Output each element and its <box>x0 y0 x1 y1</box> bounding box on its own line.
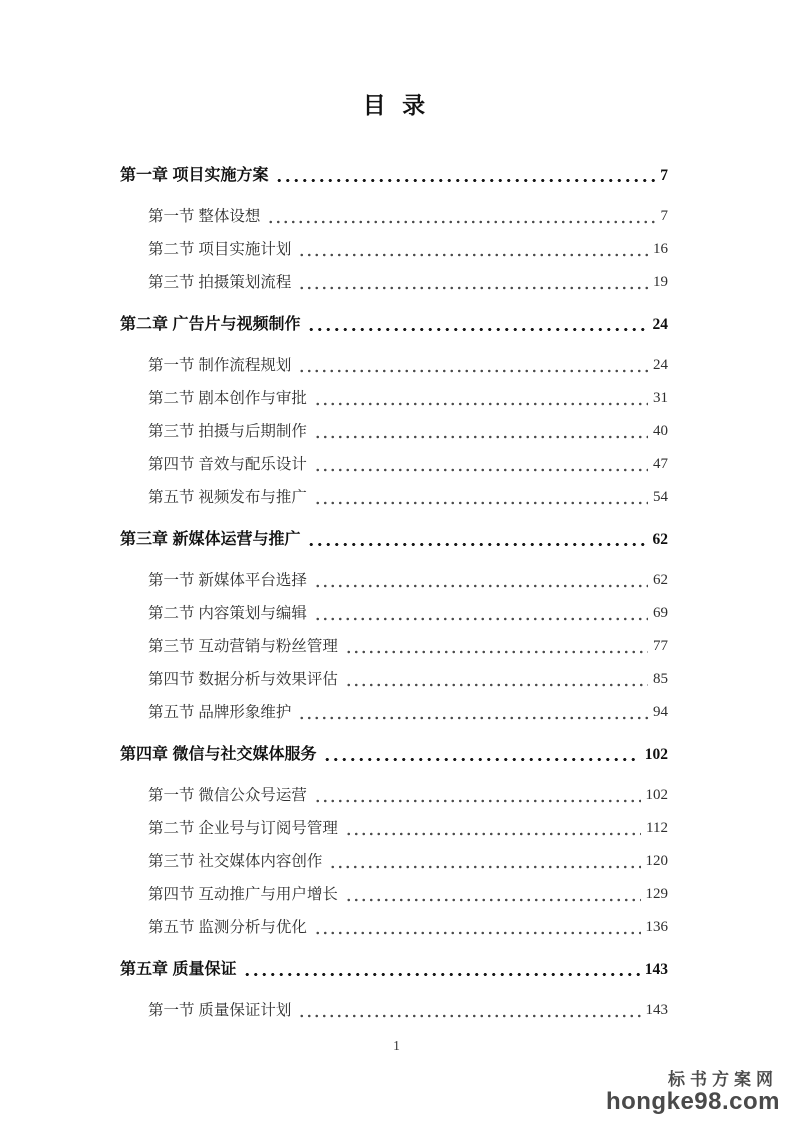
dot-leader <box>298 707 648 723</box>
dot-leader <box>298 360 648 376</box>
dot-leader <box>307 319 647 335</box>
toc-entry <box>148 603 668 624</box>
toc-entry <box>148 421 668 442</box>
toc-entry <box>148 388 668 409</box>
toc-entry <box>148 487 668 508</box>
toc-entry-page: 143 <box>644 961 668 978</box>
toc-entry <box>148 851 668 872</box>
toc-entry-page: 47 <box>653 456 668 472</box>
toc-entry-label: 第二章 广告片与视频制作 <box>120 316 301 333</box>
toc-entry-label: 第五节 监测分析与优化 <box>148 919 307 936</box>
toc-entry-label: 第一节 制作流程规划 <box>148 357 292 374</box>
dot-leader <box>314 608 648 624</box>
toc-entry <box>148 884 668 905</box>
toc-entry <box>120 314 668 335</box>
dot-leader <box>314 922 641 938</box>
toc-entry-page: 40 <box>653 423 668 439</box>
watermark-site-name: 标书方案网 <box>668 1069 778 1089</box>
toc-entry-label: 第五节 品牌形象维护 <box>148 704 292 721</box>
dot-leader <box>298 1005 640 1021</box>
toc-entry <box>148 570 668 591</box>
toc-entry <box>148 355 668 376</box>
toc-entry-page: 102 <box>645 787 668 803</box>
toc-entry-label: 第一节 新媒体平台选择 <box>148 572 307 589</box>
toc-entry-label: 第一节 微信公众号运营 <box>148 787 307 804</box>
toc-entry-page: 31 <box>653 390 668 406</box>
dot-leader <box>314 575 648 591</box>
dot-leader <box>314 492 648 508</box>
toc-entry-page: 24 <box>653 357 668 373</box>
toc-entry-label: 第二节 内容策划与编辑 <box>148 605 307 622</box>
toc-entry-label: 第三节 社交媒体内容创作 <box>148 853 323 870</box>
toc-entry <box>148 917 668 938</box>
toc-entry-page: 102 <box>644 746 668 763</box>
dot-leader <box>314 393 648 409</box>
dot-leader <box>314 790 641 806</box>
toc-entry <box>148 669 668 690</box>
toc-entry-label: 第四节 数据分析与效果评估 <box>148 671 338 688</box>
toc-entry-page: 77 <box>653 638 668 654</box>
watermark <box>606 1071 780 1114</box>
toc-entry-page: 129 <box>645 886 668 902</box>
dot-leader <box>345 674 648 690</box>
toc-entry <box>148 1000 668 1021</box>
toc-entry <box>148 636 668 657</box>
toc-entry-page: 143 <box>645 1002 668 1018</box>
toc-entry-label: 第二节 剧本创作与审批 <box>148 390 307 407</box>
toc-entry-label: 第二节 项目实施计划 <box>148 241 292 258</box>
toc-entry-page: 136 <box>645 919 668 935</box>
toc-entry <box>120 529 668 550</box>
toc-entry <box>148 702 668 723</box>
toc-entry-label: 第三章 新媒体运营与推广 <box>120 531 301 548</box>
toc-entry-label: 第三节 拍摄与后期制作 <box>148 423 307 440</box>
dot-leader <box>323 749 639 765</box>
table-of-contents <box>120 144 668 1021</box>
toc-entry-page: 7 <box>660 167 668 184</box>
dot-leader <box>243 964 639 980</box>
toc-entry-label: 第四节 音效与配乐设计 <box>148 456 307 473</box>
toc-entry-label: 第四章 微信与社交媒体服务 <box>120 746 317 763</box>
toc-entry <box>120 165 668 186</box>
footer-page-number: 1 <box>393 1038 400 1053</box>
toc-entry-label: 第一章 项目实施方案 <box>120 167 269 184</box>
toc-entry <box>148 206 668 227</box>
toc-entry-page: 62 <box>652 531 668 548</box>
dot-leader <box>345 641 648 657</box>
toc-entry-page: 16 <box>653 241 668 257</box>
toc-entry-page: 120 <box>645 853 668 869</box>
dot-leader <box>275 170 655 186</box>
toc-entry-label: 第三节 拍摄策划流程 <box>148 274 292 291</box>
toc-entry-page: 85 <box>653 671 668 687</box>
toc-entry-page: 69 <box>653 605 668 621</box>
toc-entry-label: 第五章 质量保证 <box>120 961 237 978</box>
toc-entry-label: 第四节 互动推广与用户增长 <box>148 886 338 903</box>
toc-entry <box>148 454 668 475</box>
toc-entry-page: 19 <box>653 274 668 290</box>
toc-entry <box>148 239 668 260</box>
dot-leader <box>329 856 640 872</box>
dot-leader <box>345 889 641 905</box>
dot-leader <box>298 244 648 260</box>
toc-entry <box>148 272 668 293</box>
toc-entry <box>148 818 668 839</box>
toc-entry-page: 54 <box>653 489 668 505</box>
toc-entry-page: 112 <box>646 820 668 836</box>
toc-entry-label: 第二节 企业号与订阅号管理 <box>148 820 338 837</box>
dot-leader <box>267 211 655 227</box>
watermark-site-url: hongke98.com <box>605 1087 780 1115</box>
toc-entry <box>120 744 668 765</box>
toc-entry-page: 62 <box>653 572 668 588</box>
toc-entry-page: 94 <box>653 704 668 720</box>
toc-entry-label: 第三节 互动营销与粉丝管理 <box>148 638 338 655</box>
toc-entry-page: 7 <box>660 208 668 224</box>
dot-leader <box>314 426 648 442</box>
toc-entry-label: 第五节 视频发布与推广 <box>148 489 307 506</box>
dot-leader <box>314 459 648 475</box>
toc-entry <box>120 959 668 980</box>
toc-entry <box>148 785 668 806</box>
dot-leader <box>298 277 648 293</box>
toc-entry-label: 第一节 质量保证计划 <box>148 1002 292 1019</box>
toc-entry-page: 24 <box>652 316 668 333</box>
page-title: 目 录 <box>362 92 426 118</box>
dot-leader <box>345 823 641 839</box>
dot-leader <box>307 534 647 550</box>
toc-entry-label: 第一节 整体设想 <box>148 208 261 225</box>
